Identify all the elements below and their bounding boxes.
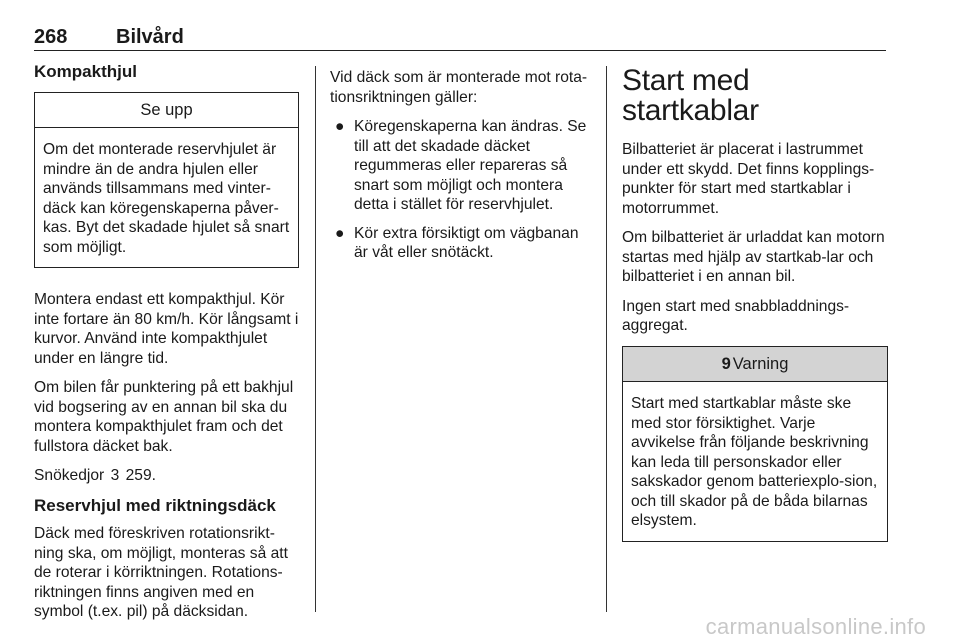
page-title: Bilvård: [116, 26, 184, 48]
page-header: [34, 26, 886, 51]
subsection-heading: Reservhjul med riktningsdäck: [34, 495, 276, 515]
paragraph: Ingen start med snabbladdnings-aggregat.: [622, 297, 850, 334]
page-number: 268: [34, 26, 68, 48]
column-divider-1: [315, 66, 316, 612]
bullet-icon: ●: [335, 224, 345, 242]
warning-box-header: [623, 347, 887, 383]
list-item: [330, 117, 592, 215]
paragraph: Däck med föreskriven rotationsrikt-ning ska, om möjligt, monteras så att de roterar i körriktningen. Rotations-riktningen finns angiven med en symbol (t.ex. pil) på däcksidan.: [34, 525, 288, 620]
paragraph: Montera endast ett kompakthjul. Kör inte fortare än 80 km/h. Kör långsamt i kurvor. Använd inte kompakthjulet under en längre tid.: [34, 291, 299, 367]
cross-reference-text: Snökedjor: [34, 467, 105, 484]
column-3: [622, 66, 888, 564]
caution-box: [34, 92, 299, 269]
watermark: carmanualsonline.info: [705, 614, 926, 639]
section-heading-startkablar: Start med startkablar: [622, 64, 759, 127]
bullet-list: [330, 117, 592, 263]
cross-reference: [34, 466, 299, 486]
caution-box-title: Se upp: [35, 93, 298, 129]
paragraph: Bilbatteriet är placerat i lastrummet under ett skydd. Det finns kopplings-punkter för start med startkablar i motorrummet.: [622, 141, 875, 217]
section-heading-kompakthjul: Kompakthjul: [34, 62, 137, 81]
caution-box-text: Om det monterade reservhjulet är mindre än de andra hjulen eller används tillsammans med vinter-däck kan köregenskaperna påver-kas. Byt det skadade hjulet så snart som möjligt.: [43, 141, 290, 256]
list-item: [330, 224, 592, 263]
page-ref-arrow-icon: 3: [110, 467, 120, 484]
column-1: [34, 62, 299, 632]
paragraph: Om bilen får punktering på ett bakhjul vid bogsering av en annan bil ska du montera kompakthjulet fram och det fullstora däcket bak.: [34, 379, 294, 455]
warning-box-text: Start med startkablar måste ske med stor försiktighet. Varje avvikelse från följande beskrivning kan leda till personskador eller sakskador genom batteriexplo-sion, och till skador på de båda bilarnas elsystem.: [631, 395, 878, 529]
warning-box-title: Varning: [732, 354, 789, 373]
column-2: [330, 68, 592, 272]
paragraph: Vid däck som är monterade mot rota-tionsriktningen gäller:: [330, 69, 588, 106]
bullet-icon: ●: [335, 118, 345, 135]
column-divider-2: [606, 66, 607, 612]
paragraph: Om bilbatteriet är urladdat kan motorn startas med hjälp av startkab-lar och bilbatteriet i en annan bil.: [622, 229, 885, 285]
warning-icon: 9: [721, 354, 731, 373]
list-item-text: Köregenskaperna kan ändras. Se till att det skadade däcket regummeras eller repareras så snart som möjligt och montera detta i stället för reservhjulet.: [354, 118, 587, 213]
cross-reference-page: 259.: [125, 467, 156, 484]
list-item-text: Kör extra försiktigt om vägbanan är våt eller snötäckt.: [354, 224, 579, 261]
warning-box: [622, 346, 888, 542]
